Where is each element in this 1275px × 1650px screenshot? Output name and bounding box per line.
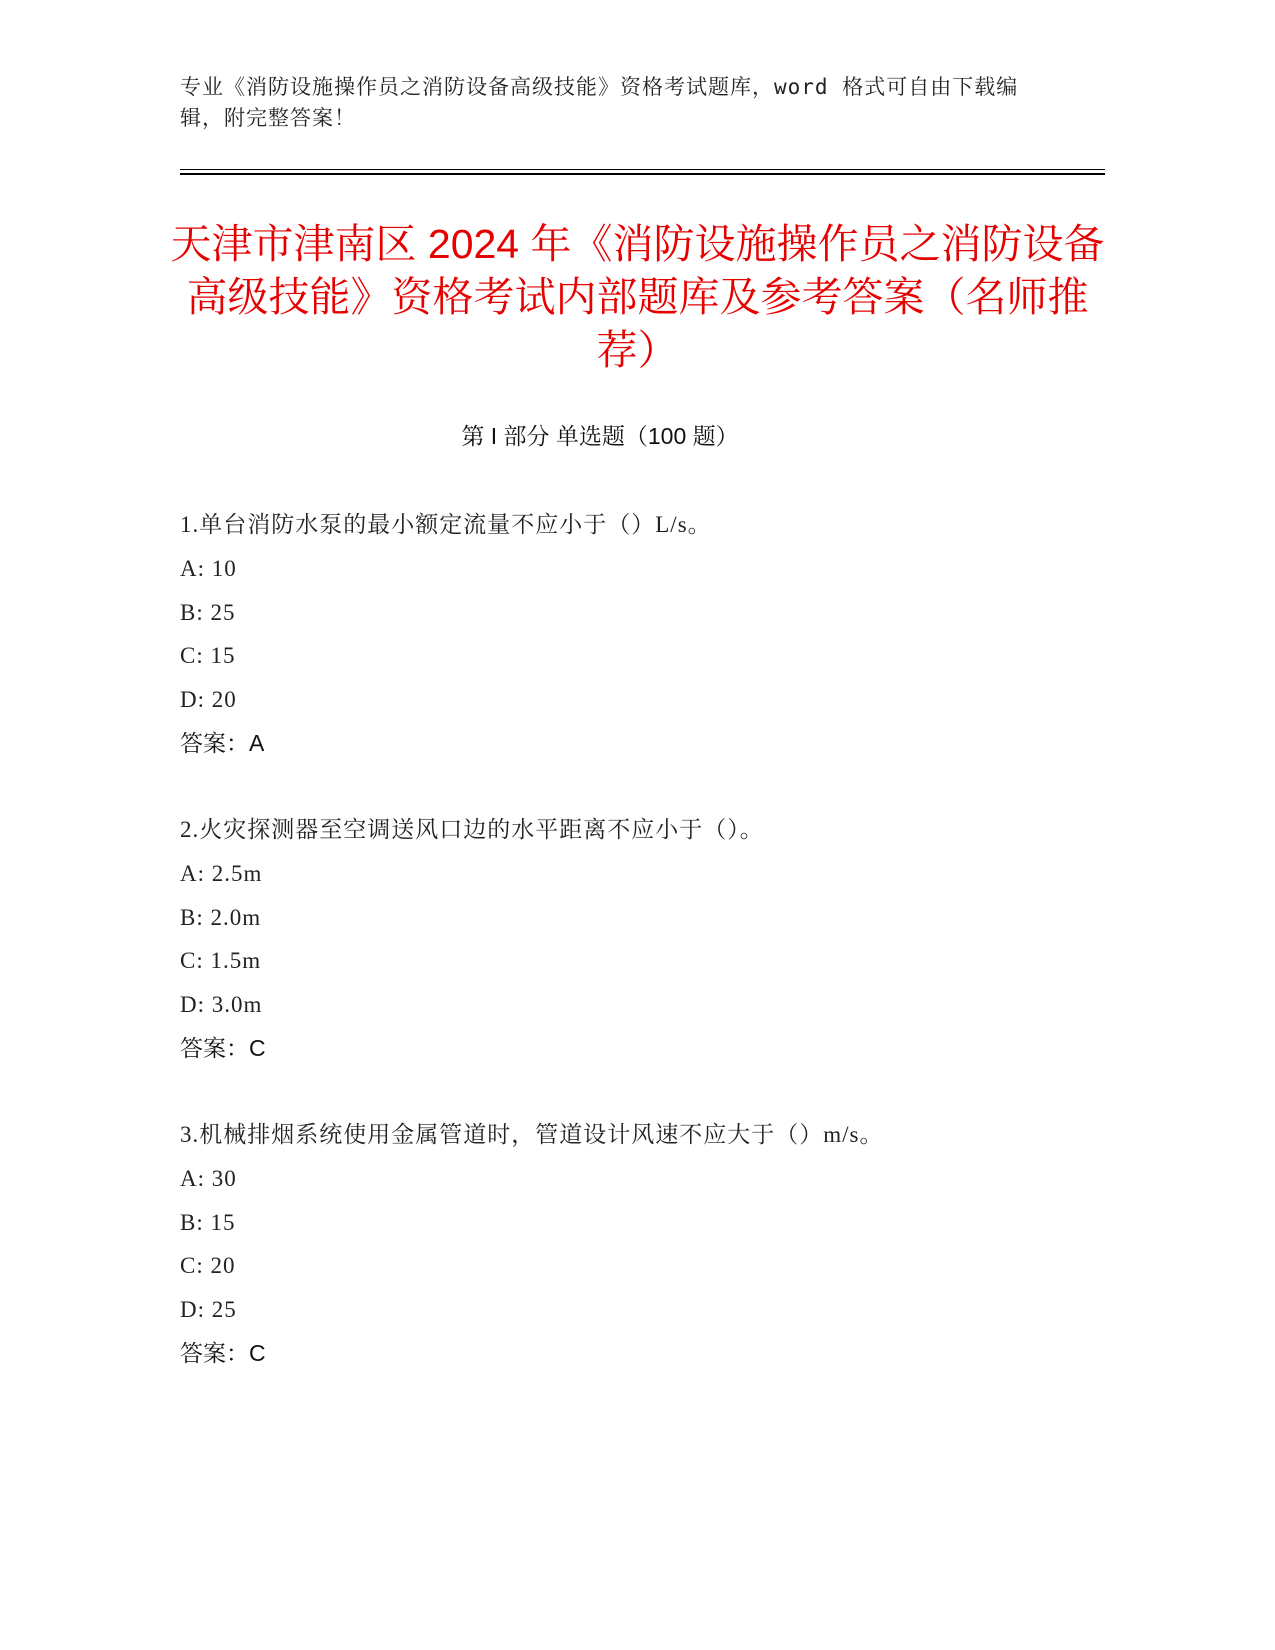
question-3 (180, 1119, 1080, 1381)
option-b: B: 25 (180, 599, 236, 625)
option-c: C: 15 (180, 643, 236, 668)
option-b: B: 2.0m (180, 904, 262, 930)
question-1 (180, 509, 1080, 771)
header-divider-thick (180, 173, 1105, 175)
option-a: A: 2.5m (180, 861, 263, 886)
question-stem: 3.机械排烟系统使用金属管道时，管道设计风速不应大于（）m/s。 (180, 1122, 884, 1147)
option-c: C: 20 (180, 1253, 236, 1278)
header-note: 专业《消防设施操作员之消防设备高级技能》资格考试题库，word 格式可自由下载编辑，附完整答案！ (180, 75, 1019, 130)
answer: 答案：A (180, 730, 265, 756)
header-divider-thin (180, 169, 1105, 170)
option-c: C: 1.5m (180, 948, 262, 973)
question-stem: 2.火灾探测器至空调送风口边的水平距离不应小于（）。 (180, 817, 764, 842)
option-d: D: 20 (180, 686, 237, 712)
answer: 答案：C (180, 1035, 266, 1061)
option-b: B: 15 (180, 1209, 236, 1235)
option-a: A: 10 (180, 556, 237, 581)
answer: 答案：C (180, 1340, 266, 1366)
option-a: A: 30 (180, 1166, 237, 1191)
question-2 (180, 814, 1080, 1076)
option-d: D: 25 (180, 1296, 237, 1322)
section-title: 第 I 部分 单选题（100 题） (461, 423, 739, 449)
document-title: 天津市津南区 2024 年《消防设施操作员之消防设备高级技能》资格考试内部题库及参考答案（名师推荐） (170, 221, 1105, 373)
question-stem: 1.单台消防水泵的最小额定流量不应小于（）L/s。 (180, 512, 712, 537)
option-d: D: 3.0m (180, 991, 263, 1017)
